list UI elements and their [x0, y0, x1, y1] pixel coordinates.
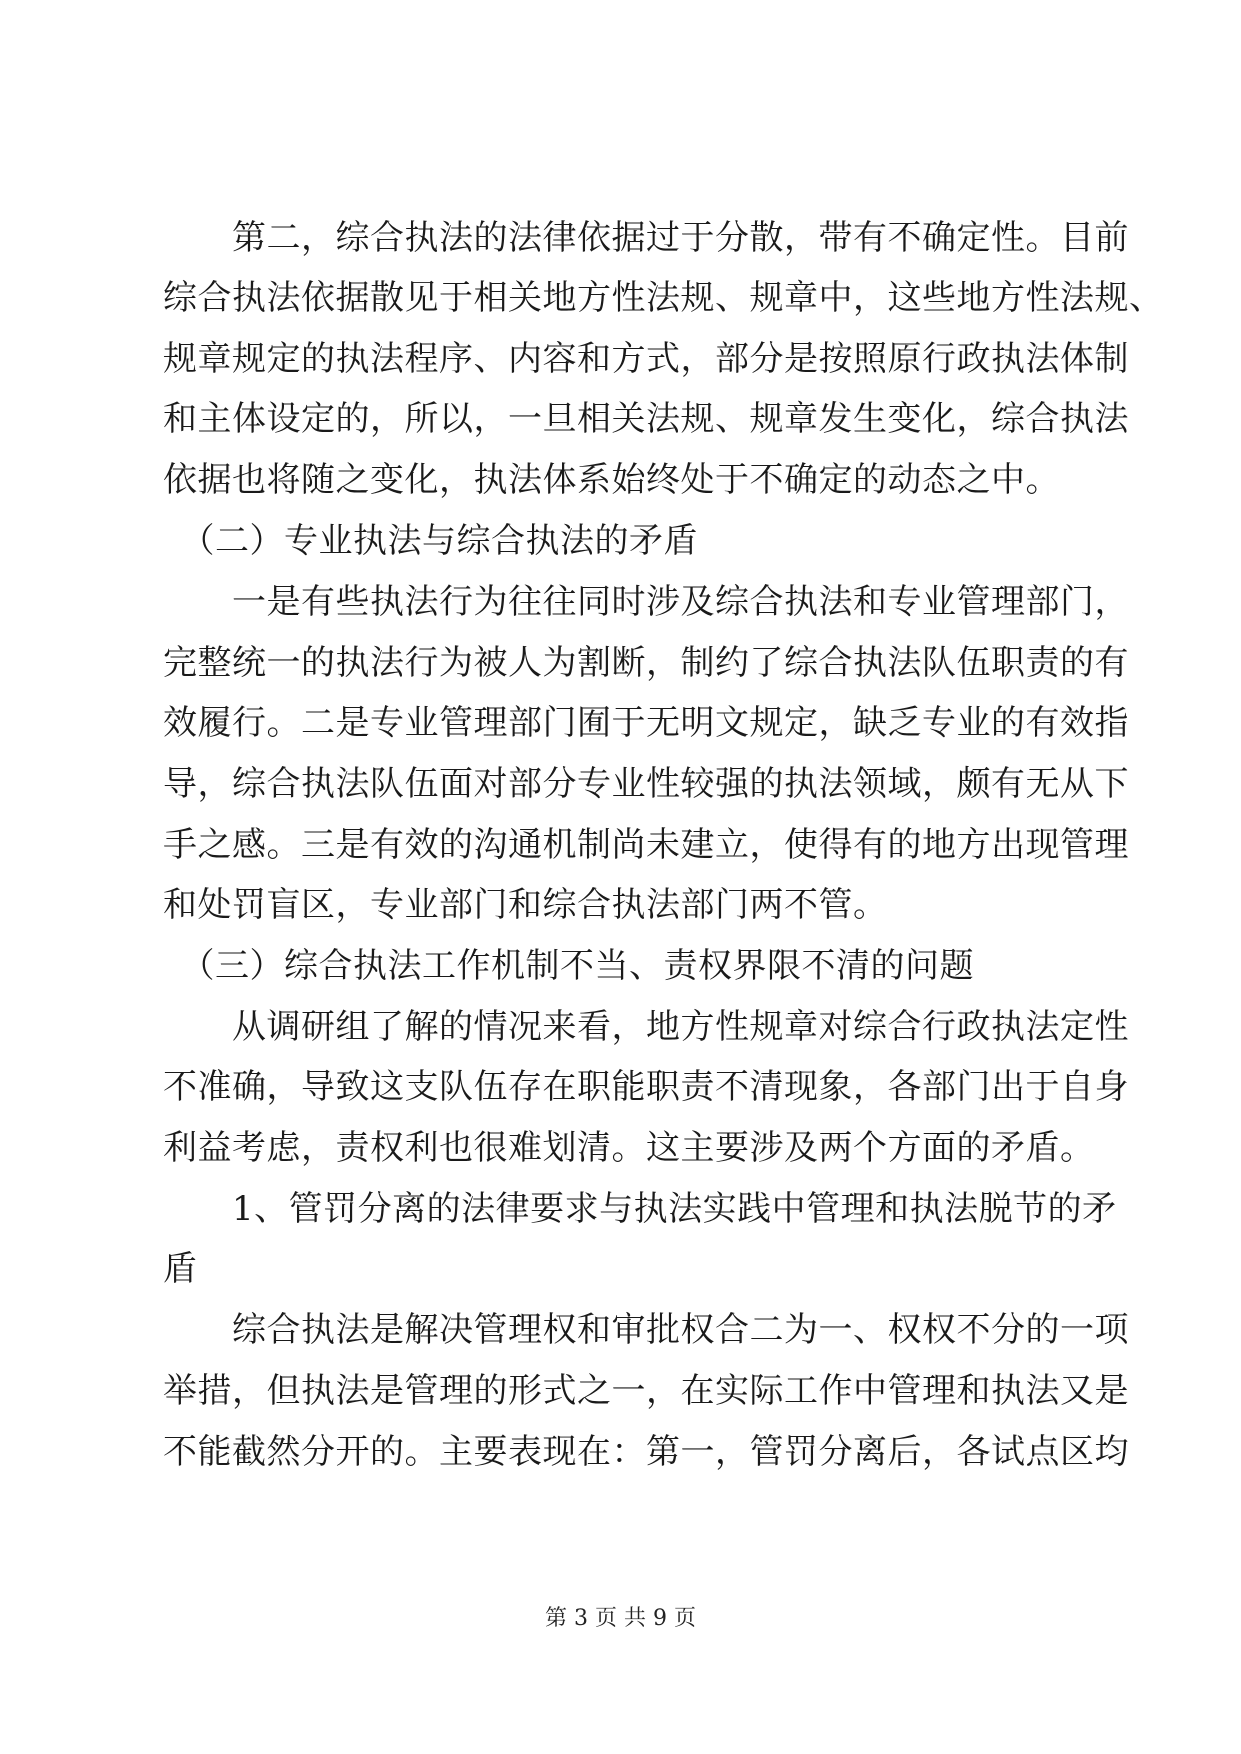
- text-line: 不准确，导致这支队伍存在职能职责不清现象，各部门出于自身: [163, 1067, 1129, 1107]
- text-line: 不能截然分开的。主要表现在：第一，管罚分离后，各试点区均: [163, 1432, 1129, 1472]
- text-line: 一是有些执法行为往往同时涉及综合执法和专业管理部门，: [163, 582, 1129, 622]
- text-line: 盾: [163, 1249, 198, 1289]
- text-line: 完整统一的执法行为被人为割断，制约了综合执法队伍职责的有: [163, 643, 1129, 683]
- text-line: 依据也将随之变化，执法体系始终处于不确定的动态之中。: [163, 460, 1060, 500]
- text-line: 规章规定的执法程序、内容和方式，部分是按照原行政执法体制: [163, 339, 1129, 379]
- text-line: 利益考虑，责权利也很难划清。这主要涉及两个方面的矛盾。: [163, 1128, 1095, 1168]
- text-line: 导，综合执法队伍面对部分专业性较强的执法领域，颇有无从下: [163, 764, 1129, 804]
- section-heading: （二）专业执法与综合执法的矛盾: [163, 521, 698, 561]
- page-footer: 第 3 页 共 9 页: [545, 1606, 696, 1631]
- text-line: 和主体设定的，所以，一旦相关法规、规章发生变化，综合执法: [163, 399, 1129, 439]
- text-line: 从调研组了解的情况来看，地方性规章对综合行政执法定性: [163, 1007, 1129, 1047]
- text-line: 综合执法是解决管理权和审批权合二为一、权权不分的一项: [163, 1310, 1129, 1350]
- text-line: 第二，综合执法的法律依据过于分散，带有不确定性。目前: [163, 218, 1129, 258]
- text-line: 举措，但执法是管理的形式之一，在实际工作中管理和执法又是: [163, 1371, 1129, 1411]
- text-line: 1、管罚分离的法律要求与执法实践中管理和执法脱节的矛: [163, 1189, 1117, 1229]
- text-line: 手之感。三是有效的沟通机制尚未建立，使得有的地方出现管理: [163, 825, 1129, 865]
- text-line: 综合执法依据散见于相关地方性法规、规章中，这些地方性法规、: [163, 278, 1164, 318]
- section-heading: （三）综合执法工作机制不当、责权界限不清的问题: [163, 946, 974, 986]
- text-line: 和处罚盲区，专业部门和综合执法部门两不管。: [163, 885, 888, 925]
- text-line: 效履行。二是专业管理部门囿于无明文规定，缺乏专业的有效指: [163, 703, 1129, 743]
